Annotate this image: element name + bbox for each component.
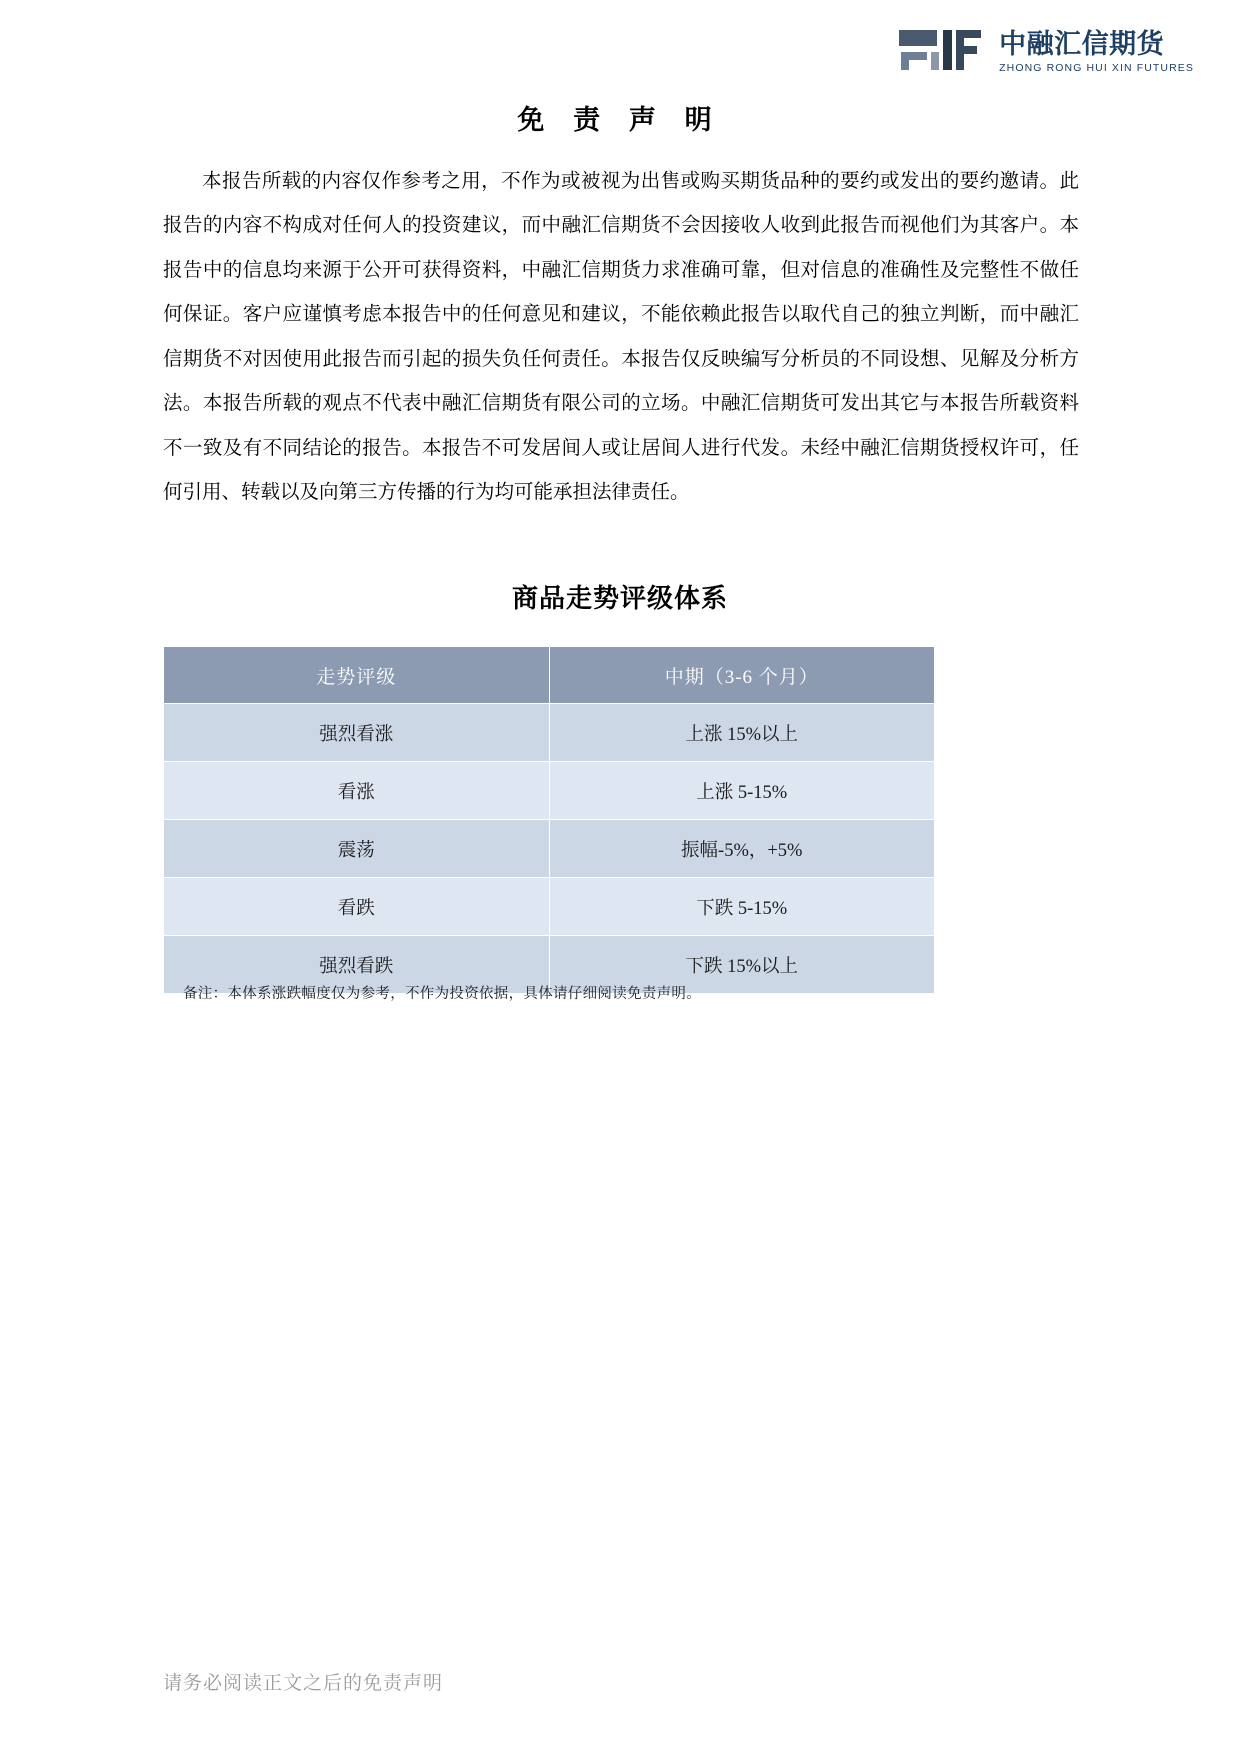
table-row (164, 704, 935, 762)
disclaimer-paragraph: 本报告所载的内容仅作参考之用，不作为或被视为出售或购买期货品种的要约或发出的要约邀请。此报告的内容不构成对任何人的投资建议，而中融汇信期货不会因接收人收到此报告而视他们为其客户。本报告中的信息均来源于公开可获得资料，中融汇信期货力求准确可靠，但对信息的准确性及完整性不做任何保证。客户应谨慎考虑本报告中的任何意见和建议，不能依赖此报告以取代自己的独立判断，而中融汇信期货不对因使用此报告而引起的损失负任何责任。本报告仅反映编写分析员的不同设想、见解及分析方法。本报告所载的观点不代表中融汇信期货有限公司的立场。中融汇信期货可发出其它与本报告所载资料不一致及有不同结论的报告。本报告不可发居间人或让居间人进行代发。未经中融汇信期货授权许可，任何引用、转载以及向第三方传播的行为均可能承担法律责任。 (163, 171, 1079, 504)
cell-rating: 看跌 (164, 878, 550, 936)
zrf-monogram-logo-icon (897, 26, 989, 79)
table-row (164, 820, 935, 878)
cell-rating: 强烈看跌 (164, 936, 550, 994)
table-header-row (164, 647, 935, 704)
cell-rating: 强烈看涨 (164, 704, 550, 762)
cell-rating: 看涨 (164, 762, 550, 820)
rating-system-table (163, 646, 935, 994)
column-header-rating: 走势评级 (164, 647, 550, 704)
cell-rating: 震荡 (164, 820, 550, 878)
cell-range: 上涨 15%以上 (549, 704, 935, 762)
table-row (164, 878, 935, 936)
page-footer: 请务必阅读正文之后的免责声明 (163, 1673, 444, 1694)
cell-range: 下跌 5-15% (549, 878, 935, 936)
brand-logo (897, 26, 1194, 79)
table-row (164, 762, 935, 820)
column-header-period: 中期（3-6 个月） (549, 647, 935, 704)
page-title: 免 责 声 明 (517, 105, 723, 135)
cell-range: 下跌 15%以上 (549, 936, 935, 994)
cell-range: 上涨 5-15% (549, 762, 935, 820)
brand-name-cn: 中融汇信期货 (999, 29, 1165, 60)
table-note: 备注：本体系涨跌幅度仅为参考，不作为投资依据，具体请仔细阅读免责声明。 (183, 986, 701, 1002)
section-title: 商品走势评级体系 (511, 583, 728, 613)
cell-range: 振幅-5%，+5% (549, 820, 935, 878)
brand-name-en: ZHONG RONG HUI XIN FUTURES (999, 62, 1194, 75)
brand-text (999, 31, 1194, 74)
